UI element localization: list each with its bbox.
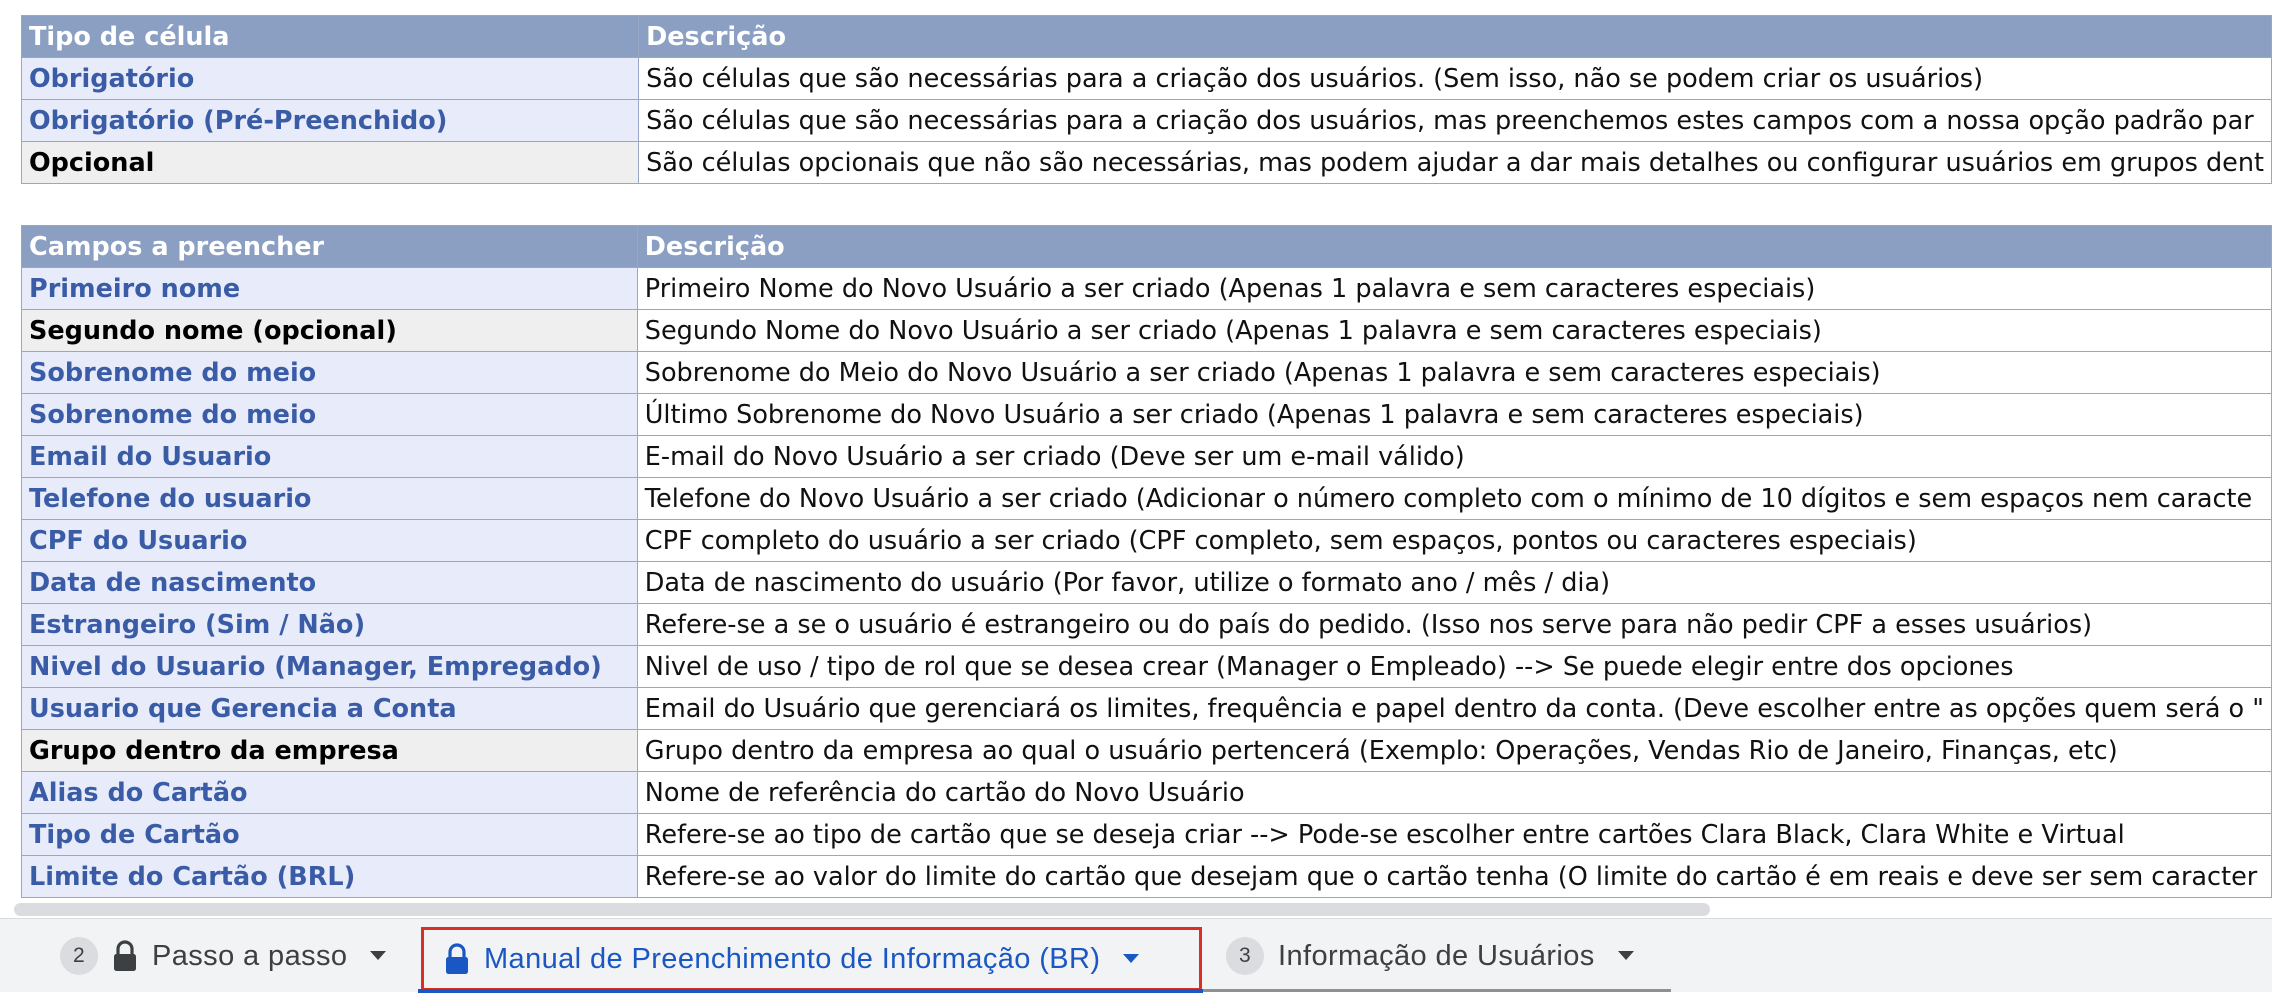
field-label-cell[interactable]: Sobrenome do meio [22,394,638,436]
field-label-cell[interactable]: Data de nascimento [22,562,638,604]
header-cell[interactable]: Descrição [637,226,2271,268]
tab-label: Informação de Usuários [1278,939,1595,972]
tab-passo-a-passo[interactable] [60,919,387,993]
sheet-tab-bar [0,918,2272,992]
table-row [22,688,2272,730]
field-label-cell[interactable]: Estrangeiro (Sim / Não) [22,604,638,646]
table-row [22,268,2272,310]
cell-type-table [21,15,2272,184]
header-cell[interactable]: Tipo de célula [22,16,639,58]
table-header-row [22,16,2272,58]
table-header-row [22,226,2272,268]
field-label-cell[interactable]: Grupo dentro da empresa [22,730,638,772]
active-tab-indicator [418,989,1203,993]
field-label-cell[interactable]: Segundo nome (opcional) [22,310,638,352]
table-row [22,58,2272,100]
description-cell[interactable]: Nivel de uso / tipo de rol que se desea crear (Manager o Empleado) --> Se puede elegir entre dos opciones [637,646,2271,688]
description-cell[interactable]: Último Sobrenome do Novo Usuário a ser criado (Apenas 1 palavra e sem caracteres especiais) [637,394,2271,436]
field-label-cell[interactable]: Email do Usuario [22,436,638,478]
table-row [22,310,2272,352]
caret-down-icon[interactable] [369,950,387,962]
table-row [22,772,2272,814]
description-cell[interactable]: Telefone do Novo Usuário a ser criado (Adicionar o número completo com o mínimo de 10 dígitos e sem espaços nem caracte [637,478,2271,520]
field-label-cell[interactable]: Nivel do Usuario (Manager, Empregado) [22,646,638,688]
table-row [22,478,2272,520]
description-cell[interactable]: São células que são necessárias para a criação dos usuários. (Sem isso, não se podem criar os usuários) [639,58,2272,100]
field-label-cell[interactable]: Obrigatório (Pré-Preenchido) [22,100,639,142]
tab-label: Manual de Preenchimento de Informação (BR) [484,942,1101,975]
table-row [22,142,2272,184]
field-label-cell[interactable]: Usuario que Gerencia a Conta [22,688,638,730]
description-cell[interactable]: Refere-se ao tipo de cartão que se deseja criar --> Pode-se escolher entre cartões Clara Black, Clara White e Virtual [637,814,2271,856]
tab-manual-de-preenchimento[interactable] [421,927,1202,991]
tab-number-badge: 3 [1226,937,1264,975]
table-row [22,100,2272,142]
tab-label: Passo a passo [152,939,348,972]
table-row [22,730,2272,772]
description-cell[interactable]: Nome de referência do cartão do Novo Usuário [637,772,2271,814]
description-cell[interactable]: Refere-se ao valor do limite do cartão que desejam que o cartão tenha (O limite do cartão é em reais e deve ser sem caracter [637,856,2271,898]
field-label-cell[interactable]: Obrigatório [22,58,639,100]
field-label-cell[interactable]: Primeiro nome [22,268,638,310]
description-cell[interactable]: CPF completo do usuário a ser criado (CPF completo, sem espaços, pontos ou caracteres especiais) [637,520,2271,562]
table-row [22,394,2272,436]
field-label-cell[interactable]: Opcional [22,142,639,184]
lock-icon [444,943,470,975]
table-row [22,436,2272,478]
field-label-cell[interactable]: Sobrenome do meio [22,352,638,394]
field-label-cell[interactable]: Alias do Cartão [22,772,638,814]
fields-table [21,225,2272,898]
lock-icon [112,940,138,972]
description-cell[interactable]: Sobrenome do Meio do Novo Usuário a ser criado (Apenas 1 palavra e sem caracteres especiais) [637,352,2271,394]
table-row [22,604,2272,646]
table-row [22,856,2272,898]
table-row [22,814,2272,856]
description-cell[interactable]: Email do Usuário que gerenciará os limites, frequência e papel dentro da conta. (Deve escolher entre as opções quem será o " [637,688,2271,730]
tab-informacao-de-usuarios[interactable] [1226,919,1635,993]
table-row [22,562,2272,604]
header-cell[interactable]: Campos a preencher [22,226,638,268]
description-cell[interactable]: E-mail do Novo Usuário a ser criado (Deve ser um e-mail válido) [637,436,2271,478]
field-label-cell[interactable]: CPF do Usuario [22,520,638,562]
description-cell[interactable]: Grupo dentro da empresa ao qual o usuário pertencerá (Exemplo: Operações, Vendas Rio de Janeiro, Finanças, etc) [637,730,2271,772]
description-cell[interactable]: Data de nascimento do usuário (Por favor, utilize o formato ano / mês / dia) [637,562,2271,604]
field-label-cell[interactable]: Tipo de Cartão [22,814,638,856]
horizontal-scrollbar[interactable] [0,900,2272,918]
scrollbar-thumb[interactable] [14,903,1710,916]
description-cell[interactable]: Primeiro Nome do Novo Usuário a ser criado (Apenas 1 palavra e sem caracteres especiais) [637,268,2271,310]
tab-number-badge: 2 [60,937,98,975]
description-cell[interactable]: Refere-se a se o usuário é estrangeiro ou do país do pedido. (Isso nos serve para não pedir CPF a esses usuários) [637,604,2271,646]
table-row [22,352,2272,394]
field-label-cell[interactable]: Telefone do usuario [22,478,638,520]
description-cell[interactable]: Segundo Nome do Novo Usuário a ser criado (Apenas 1 palavra e sem caracteres especiais) [637,310,2271,352]
field-label-cell[interactable]: Limite do Cartão (BRL) [22,856,638,898]
caret-down-icon[interactable] [1122,953,1140,965]
description-cell[interactable]: São células opcionais que não são necessárias, mas podem ajudar a dar mais detalhes ou configurar usuários em grupos dent [639,142,2272,184]
header-cell[interactable]: Descrição [639,16,2272,58]
table-row [22,520,2272,562]
caret-down-icon[interactable] [1617,950,1635,962]
table-row [22,646,2272,688]
description-cell[interactable]: São células que são necessárias para a criação dos usuários, mas preenchemos estes campos com a nossa opção padrão par [639,100,2272,142]
